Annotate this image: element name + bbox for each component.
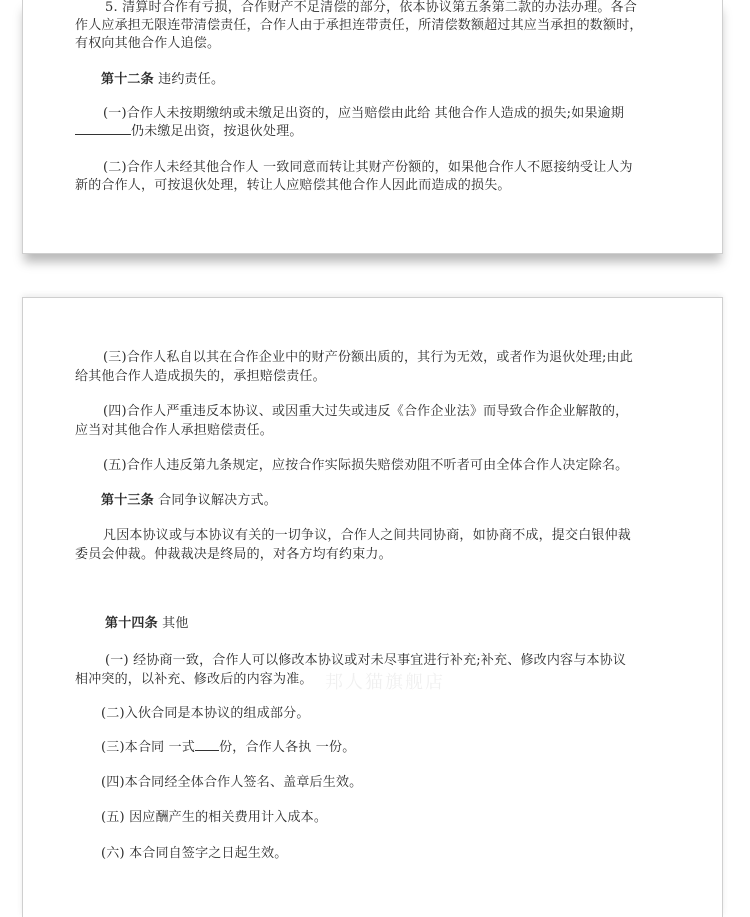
article-13-line-2: 委员会仲裁。仲裁裁决是终局的，对各方均有约束力。 xyxy=(75,547,392,562)
article-13-heading xyxy=(101,491,277,511)
article-12-item-1-line-2: 仍未缴足出资，按退伙处理。 xyxy=(75,122,303,142)
article-12-item-5: (五)合作人违反第九条规定，应按合作实际损失赔偿劝阻不听者可由全体合作人决定除名。 xyxy=(103,458,629,473)
article-12-item-2-line-1: (二)合作人未经其他合作人 一致同意而转让其财产份额的，如果他合作人不愿接纳受让人为 xyxy=(103,160,633,175)
clause-5-line-1: 5. 清算时合作有亏损，合作财产不足清偿的部分，依本协议第五条第二款的办法办理。各合 xyxy=(105,0,637,15)
clause-5-line-2: 作人应承担无限连带清偿责任，合作人由于承担连带责任，所清偿数额超过其应当承担的数额时， xyxy=(75,18,643,33)
article-12-heading xyxy=(101,70,224,90)
article-13-line-1: 凡因本协议或与本协议有关的一切争议，合作人之间共同协商，如协商不成，提交白银仲裁 xyxy=(103,528,632,543)
article-14-item-1-line-2: 相冲突的，以补充、修改后的内容为准。 xyxy=(75,672,313,687)
article-14-heading xyxy=(105,614,189,634)
article-14-item-3: (三)本合同 一式 份，合作人各执 一份。 xyxy=(101,740,356,755)
article-14-item-1-line-1: (一) 经协商一致，合作人可以修改本协议或对未尽事宜进行补充;补充、修改内容与本协议 xyxy=(105,653,627,668)
article-12-item-3-line-2: 给其他合作人造成损失的，承担赔偿责任。 xyxy=(75,369,326,384)
clause-5-line-3: 有权向其他合作人追偿。 xyxy=(75,36,221,51)
document-page-1 xyxy=(22,0,723,254)
article-12-item-2-line-2: 新的合作人，可按退伙处理，转让人应赔偿其他合作人因此而造成的损失。 xyxy=(75,178,511,193)
copies-blank-underline xyxy=(195,738,219,751)
article-13-subject: 合同争议解决方式。 xyxy=(158,493,277,508)
article-12-item-1-line-1: (一)合作人未按期缴纳或未缴足出资的，应当赔偿由此给 其他合作人造成的损失;如果逾期 xyxy=(103,106,625,121)
article-14-item-6: (六) 本合同自签字之日起生效。 xyxy=(101,846,288,861)
article-14-subject: 其他 xyxy=(162,616,189,631)
article-12-number: 第十二条 xyxy=(101,72,154,87)
article-14-number: 第十四条 xyxy=(105,616,158,631)
article-12-item-4-line-1: (四)合作人严重违反本协议、或因重大过失或违反《合作企业法》而导致合作企业解散的， xyxy=(103,404,629,419)
article-14-item-5: (五) 因应酬产生的相关费用计入成本。 xyxy=(101,810,328,825)
document-page-2 xyxy=(22,297,723,917)
article-12-item-4-line-2: 应当对其他合作人承担赔偿责任。 xyxy=(75,423,274,438)
watermark: 邦人猫旗舰店 xyxy=(325,672,445,693)
article-13-number: 第十三条 xyxy=(101,493,154,508)
article-14-item-2: (二)入伙合同是本协议的组成部分。 xyxy=(101,706,310,721)
article-12-item-3-line-1: (三)合作人私自以其在合作企业中的财产份额出质的，其行为无效，或者作为退伙处理;由此 xyxy=(103,350,633,365)
blank-underline xyxy=(75,122,131,135)
article-12-subject: 违约责任。 xyxy=(158,72,225,87)
article-14-item-4: (四)本合同经全体合作人签名、盖章后生效。 xyxy=(101,775,363,790)
